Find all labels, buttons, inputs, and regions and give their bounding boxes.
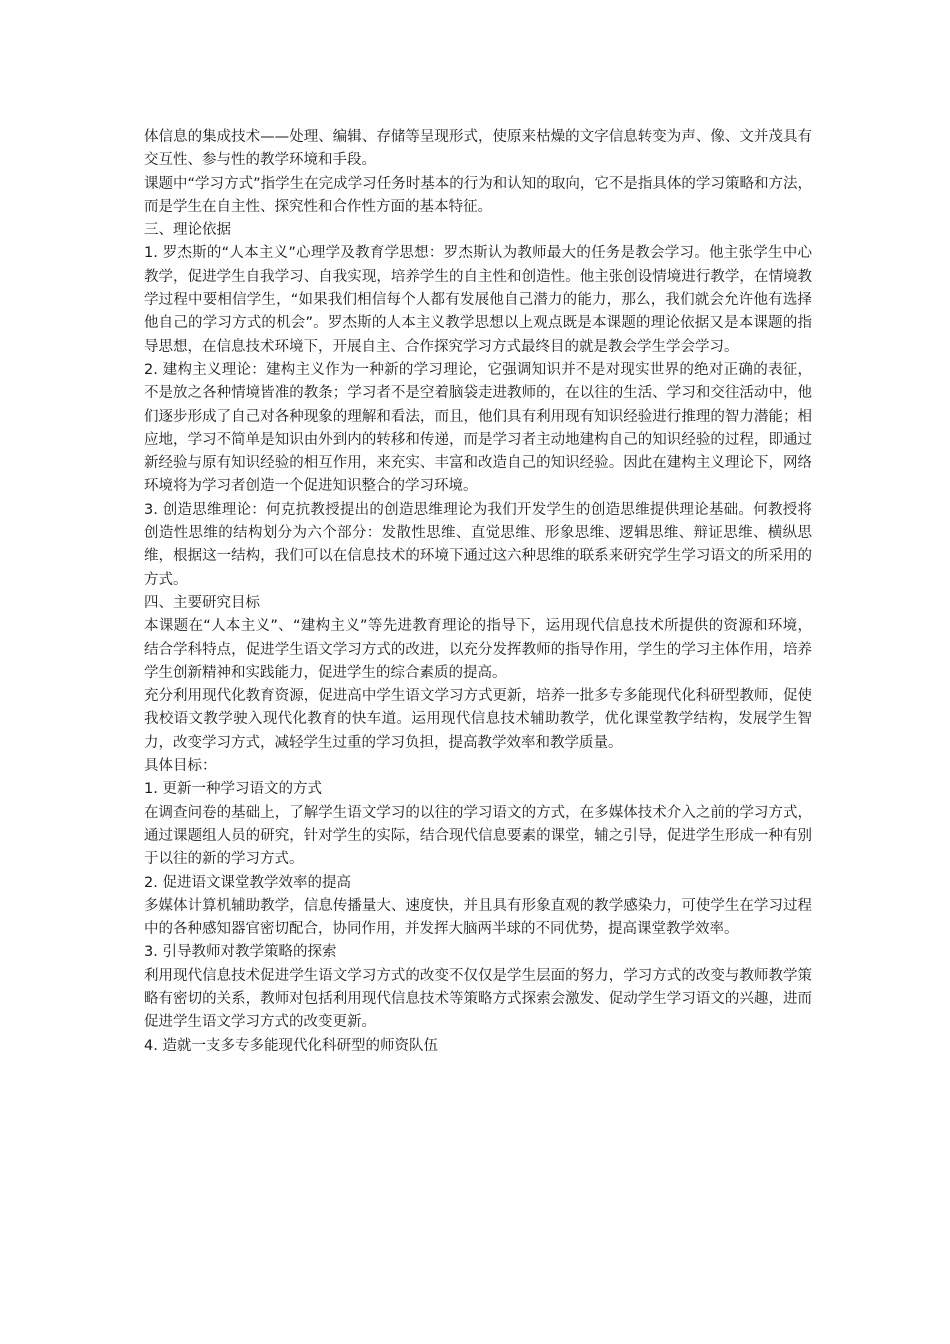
paragraph-goals-resources: 充分利用现代化教育资源，促进高中学生语文学习方式更新，培养一批多专多能现代化科研型教师，促使我校语文教学驶入现代化教育的快车道。运用现代信息技术辅助教学，优化课堂教学结构，发展学生智力，改变学习方式，减轻学生过重的学习负担，提高教学效率和教学质量。 bbox=[144, 688, 812, 751]
goal-4-heading: 4. 造就一支多专多能现代化科研型的师资队伍 bbox=[144, 1037, 438, 1054]
subheading-specific-goals: 具体目标： bbox=[144, 758, 217, 775]
section-heading-theory: 三、理论依据 bbox=[144, 222, 231, 239]
goal-2-body: 多媒体计算机辅助教学，信息传播量大、速度快，并且具有形象直观的教学感染力，可使学生在学习过程中的各种感知器官密切配合，协同作用，并发挥大脑两半球的不同优势，提高课堂教学效率。 bbox=[144, 897, 812, 938]
paragraph-learning-style-definition: 课题中“学习方式”指学生在完成学习任务时基本的行为和认知的取向，它不是指具体的学习策略和方法，而是学生在自主性、探究性和合作性方面的基本特征。 bbox=[144, 175, 812, 215]
paragraph-theory-creative-thinking: 3. 创造思维理论：何克抗教授提出的创造思维理论为我们开发学生的创造思维提供理论基础。何教授将创造性思维的结构划分为六个部分：发散性思维、直觉思维、形象思维、逻辑思维、辩证思维、横纵思维，根据这一结构，我们可以在信息技术的环境下通过这六种思维的联系来研究学生学习语文的所采用的方式。 bbox=[144, 501, 812, 588]
goal-1-body: 在调查问卷的基础上，了解学生语文学习的以往的学习语文的方式，在多媒体技术介入之前的学习方式，通过课题组人员的研究，针对学生的实际，结合现代信息要素的课堂，辅之引导，促进学生形成一种有别于以往的新的学习方式。 bbox=[144, 804, 812, 868]
goal-3-heading: 3. 引导教师对教学策略的探索 bbox=[144, 944, 337, 961]
paragraph-goals-overview: 本课题在“人本主义”、“建构主义”等先进教育理论的指导下，运用现代信息技术所提供的资源和环境，结合学科特点，促进学生语文学习方式的改进，以充分发挥教师的指导作用，学生的学习主体作用，培养学生创新精神和实践能力，促进学生的综合素质的提高。 bbox=[144, 618, 812, 681]
goal-3-body: 利用现代信息技术促进学生语文学习方式的改变不仅仅是学生层面的努力，学习方式的改变与教师教学策略有密切的关系，教师对包括利用现代信息技术等策略方式探索会激发、促动学生学习语文的兴趣，进而促进学生语文学习方式的改变更新。 bbox=[144, 967, 812, 1031]
section-heading-goals: 四、主要研究目标 bbox=[144, 594, 260, 611]
paragraph-multimedia-definition: 体信息的集成技术——处理、编辑、存储等呈现形式，使原来枯燥的文字信息转变为声、像、文并茂具有交互性、参与性的教学环境和手段。 bbox=[144, 129, 812, 169]
paragraph-theory-constructivism: 2. 建构主义理论：建构主义作为一种新的学习理论，它强调知识并不是对现实世界的绝对正确的表征，不是放之各种情境皆准的教条；学习者不是空着脑袋走进教师的，在以往的生活、学习和交往活动中，他们逐步形成了自己对各种现象的理解和看法，而且，他们具有利用现有知识经验进行推理的智力潜能；相应地，学习不简单是知识由外到内的转移和传递，而是学习者主动地建构自己的知识经验的过程，即通过新经验与原有知识经验的相互作用，来充实、丰富和改造自己的知识经验。因此在建构主义理论下，网络环境将为学习者创造一个促进知识整合的学习环境。 bbox=[144, 361, 812, 495]
goal-2-heading: 2. 促进语文课堂教学效率的提高 bbox=[144, 874, 351, 891]
document-body bbox=[144, 126, 812, 1058]
paragraph-theory-rogers: 1. 罗杰斯的“人本主义”心理学及教育学思想：罗杰斯认为教师最大的任务是教会学习。他主张学生中心教学，促进学生自我学习、自我实现，培养学生的自主性和创造性。他主张创设情境进行教学，在情境教学过程中要相信学生，“如果我们相信每个人都有发展他自己潜力的能力，那么，我们就会允许他有选择他自己的学习方式的机会”。罗杰斯的人本主义教学思想以上观点既是本课题的理论依据又是本课题的指导思想，在信息技术环境下，开展自主、合作探究学习方式最终目的就是教会学生学会学习。 bbox=[144, 245, 812, 355]
goal-1-heading: 1. 更新一种学习语文的方式 bbox=[144, 781, 322, 798]
